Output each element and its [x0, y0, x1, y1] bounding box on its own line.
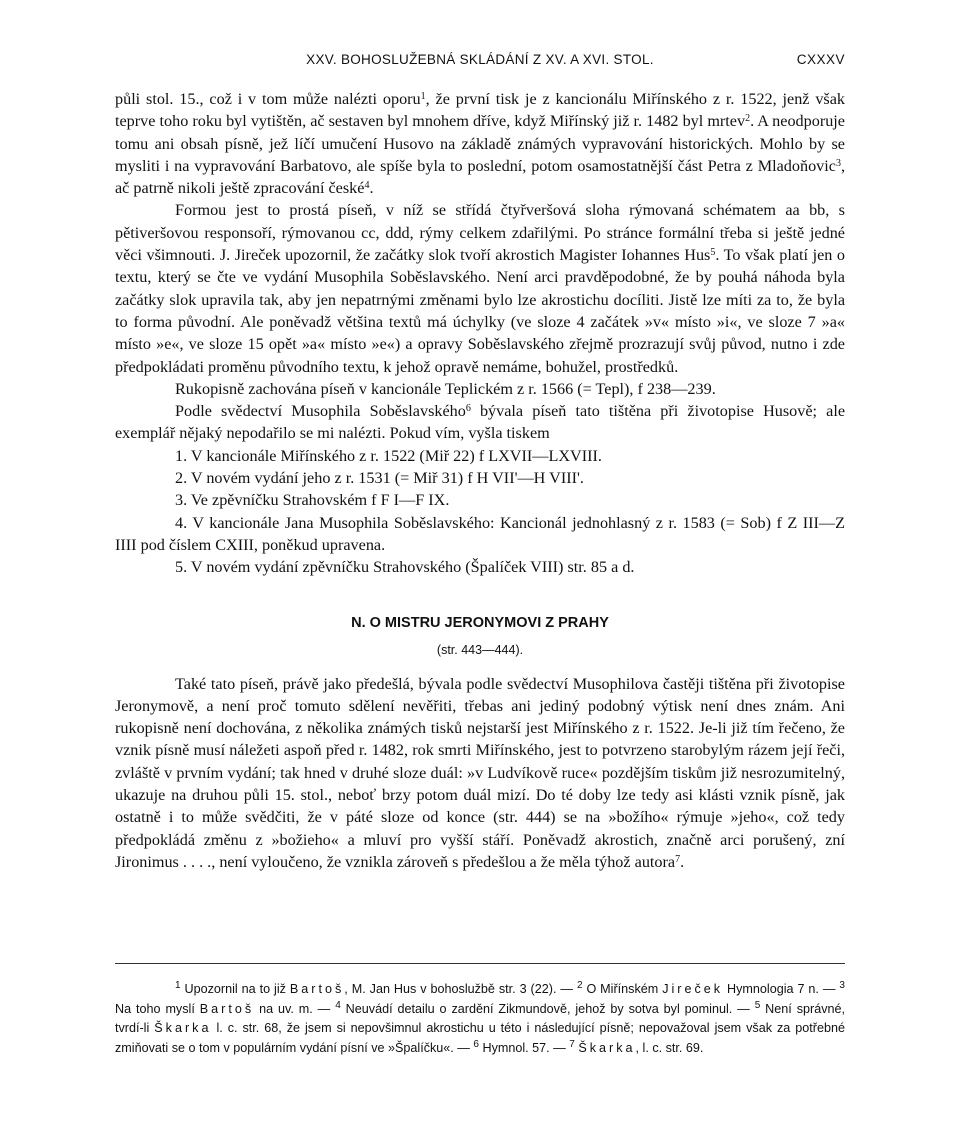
- text-run: .: [369, 179, 374, 198]
- page-number: CXXXV: [796, 52, 845, 67]
- footnote-ref: 7: [675, 853, 681, 865]
- author-name: Škarka: [578, 1040, 636, 1055]
- list-item: 4. V kancionále Jana Musophila Soběslavského: Kancionál jednohlasný z r. 1583 (= Sob) f Z III—Z IIII pod číslem CXIII, poněkud upravena.: [115, 513, 845, 554]
- footnote-mark: 4: [335, 999, 341, 1011]
- paragraph: [115, 88, 845, 199]
- footnote-mark: 5: [754, 999, 761, 1011]
- text-run: , l. c. str. 69.: [635, 1040, 704, 1055]
- footnote-ref: 6: [465, 403, 471, 415]
- footnotes: [115, 980, 845, 1058]
- author-name: Jireček: [662, 982, 724, 996]
- paragraph: [115, 199, 845, 377]
- footnote-mark: 7: [569, 1038, 575, 1050]
- footnote-paragraph: [115, 980, 845, 1058]
- running-header: [115, 52, 845, 72]
- print-list: [115, 445, 845, 579]
- paragraph: Rukopisně zachována píseň v kancionále Teplickém z r. 1566 (= Tepl), f 238—239.: [175, 379, 716, 398]
- text-run: Také tato píseň, právě jako předešlá, bývala podle svědectví Musophilova častěji tištěna při životopise Jeronymově, a není proč tomuto sdělení nevěřiti, třebas ani jediný podobný výtisk není dnes znám. Ani rukopisně není dochována, z několika známých tisků nejstarší jest Miřínského z r. 1522. Je-li již tím řečeno, že vznik písně musí náležeti aspoň před r. 1482, rok smrti Miřínského, jest to potvrzeno starobylým rázem její řeči, zvláště v prvním vydání; tak hned v druhé sloze duál: »v Ludvíkově ruce« pozdějším tiskům již nesrozumitelný, ukazuje na druhou půli 15. stol., neboť brzy potom duál mizí. Do té doby lze tedy asi klásti vznik písně, jak ostatně i to může svědčiti, že v páté sloze od konce (str. 444) se na »božího« rýmuje »jeho«, což tedy předpokládá změnu z »božieho« a mluví pro vyšší stáří. Poněvadž akrostich, značně arci porušený, zní Jironimus . . . ., není vyloučeno, že vznikla zároveň s předešlou a že měla týhož autora: [115, 674, 845, 871]
- section-page-range: (str. 443—444).: [436, 642, 524, 657]
- text-run: , M. Jan Hus v bohoslužbě str. 3 (22). —: [344, 982, 577, 996]
- text-run: na uv. m. —: [254, 1001, 336, 1016]
- text-run: bývala píseň tato tištěna při životopise Husově; ale exemplář nějaký nepodařilo se mi nalézti. Pokud vím, vyšla tiskem: [115, 402, 846, 443]
- paragraph: [115, 673, 845, 874]
- running-title: XXV. BOHOSLUŽEBNÁ SKLÁDÁNÍ Z XV. A XVI. STOL.: [306, 52, 654, 67]
- main-text: [115, 88, 845, 873]
- footnote-ref: 3: [835, 157, 841, 169]
- footnote-mark: 3: [839, 980, 845, 991]
- footnote-ref: 5: [710, 247, 716, 259]
- paragraph: [115, 400, 845, 445]
- author-name: Bartoš: [289, 982, 345, 996]
- list-item: 5. V novém vydání zpěvníčku Strahovského (Špalíček VIII) str. 85 a d.: [175, 558, 635, 577]
- text-run: , že první tisk je z kancionálu Miřínského z r. 1522, jenž však teprve toho roku byl vytištěn, ač sestaven byl mnohem dříve, když Miřínský již r. 1482 byl mrtev: [115, 90, 845, 131]
- list-item: 3. Ve zpěvníčku Strahovském f F I—F IX.: [175, 491, 450, 510]
- text-run: . To však platí jen o textu, který se čte ve vydání Musophila Soběslavského. Není arci pravděpodobné, že by pouhá náhoda byla začátky slok upravila tak, aby jen nepatrnými změnami bylo lze akrostichu docíliti. Jistě lze míti za to, že byla to forma původní. Ale poněvadž většina textů má úchylky (ve sloze 4 začátek »v« místo »i«, ve sloze 7 »a« místo »e«, ve sloze 15 opět »a« místo »e«) a opravy Soběslavského zřejmě prozrazují svůj původ, nutno i zde předpokládati proměnu původního textu, k jehož opravě nemáme, bohužel, prostředků.: [115, 246, 845, 376]
- footnote-ref: 2: [745, 113, 751, 125]
- text-run: .: [680, 852, 685, 871]
- text-run: Hymnol. 57. —: [478, 1040, 570, 1055]
- text-run: l. c. str. 68, že jsem si nepovšimnul akrostichu u této i následující písně; nepovažoval jsem však za potřebné zmiňovati se o tom v populárním vydání písní ve »Špalíčku«. —: [115, 1021, 845, 1055]
- footnote-mark: 2: [576, 980, 583, 991]
- footnote-mark: 1: [175, 980, 181, 991]
- text-run: půli stol. 15., což i v tom může nalézti oporu: [115, 90, 421, 108]
- author-name: Bartoš: [199, 1001, 255, 1016]
- footnote-ref: 4: [364, 180, 370, 192]
- footnote-mark: 6: [473, 1038, 479, 1050]
- text-run: Podle svědectví Musophila Soběslavského: [175, 402, 466, 421]
- text-run: Není správné, tvrdí-li: [115, 1001, 846, 1036]
- footnote-ref: 1: [420, 91, 426, 102]
- text-run: O Miřínském: [582, 982, 663, 996]
- text-run: . A neodporuje tomu ani obsah písně, jež líčí umučení Husovo na základě známých vypravování historických. Mohlo by se mysliti i na vypravování Barbatovo, ale spíše byla to poslední, potom osamostatnější část Petra z Mladoňovic: [115, 112, 845, 175]
- text-run: Formou jest to prostá píseň, v níž se střídá čtyřveršová sloha rýmovaná schématem aa bb, s pětiveršovou responsoří, rýmovanou cc, ddd, rýmy celkem zdařilými. Po stránce formální třeba si ještě jedné věci všimnouti. J. Jireček upozornil, že začátky slok tvoří akrostich Magister Iohannes Hus: [115, 201, 845, 265]
- text-run: Neuvádí detailu o zardění Zikmundově, jehož by sotva byl pominul. —: [340, 1001, 755, 1016]
- footnote-divider: [115, 963, 845, 964]
- list-item: 1. V kancionále Miřínského z r. 1522 (Miř 22) f LXVII—LXVIII.: [175, 446, 602, 465]
- text-run: , ač patrně nikoli ještě zpracování české: [115, 156, 845, 198]
- section-heading: N. O MISTRU JERONYMOVI Z PRAHY: [351, 614, 609, 631]
- text-run: Hymnologia 7 n. —: [723, 982, 840, 996]
- list-item: 2. V novém vydání jeho z r. 1531 (= Miř 31) f H VII'—H VIII'.: [175, 469, 584, 488]
- author-name: Škarka: [154, 1021, 212, 1036]
- text-run: Upozornil na to již: [180, 982, 290, 996]
- text-run: Na toho myslí: [115, 1001, 200, 1016]
